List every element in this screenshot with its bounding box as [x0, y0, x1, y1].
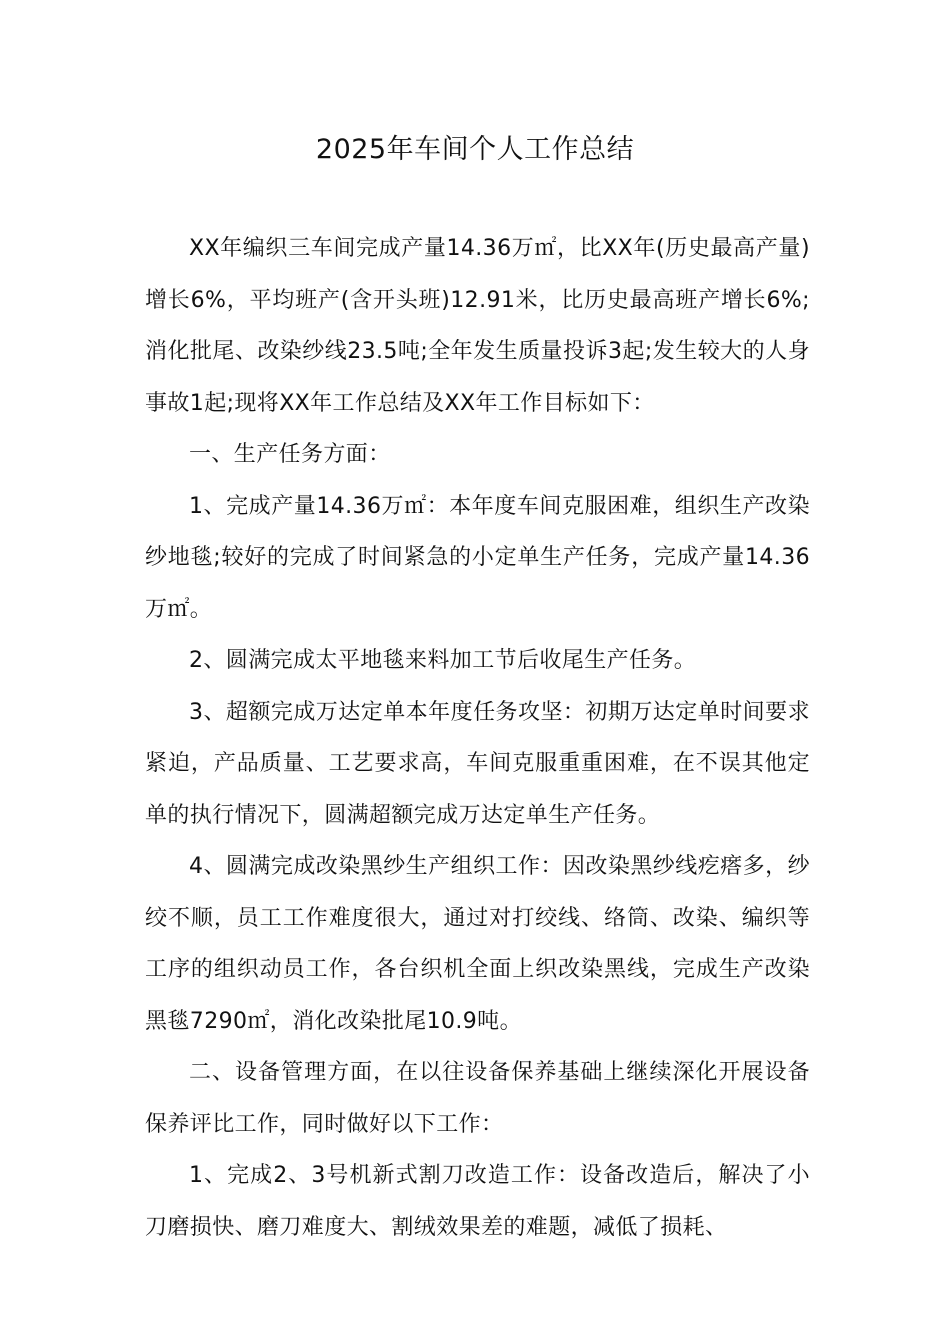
heading-equipment-management: 二、设备管理方面，在以往设备保养基础上继续深化开展设备保养评比工作，同时做好以下工作：	[145, 1060, 810, 1137]
paragraph-production-4: 4、圆满完成改染黑纱生产组织工作：因改染黑纱线疙瘩多，纱绞不顺，员工工作难度很大，通过对打绞线、络筒、改染、编织等工序的组织动员工作，各台织机全面上织改染黑线，完成生产改染黑毯7290㎡，消化改染批尾10.9吨。	[145, 854, 810, 1034]
paragraph-equipment-1: 1、完成2、3号机新式割刀改造工作：设备改造后，解决了小刀磨损快、磨刀难度大、割绒效果差的难题，减低了损耗、	[145, 1163, 810, 1240]
paragraph-production-1: 1、完成产量14.36万㎡：本年度车间克服困难，组织生产改染纱地毯;较好的完成了时间紧急的小定单生产任务，完成产量14.36万㎡。	[145, 493, 810, 622]
heading-production-tasks: 一、生产任务方面：	[189, 442, 391, 467]
paragraph-intro: XX年编织三车间完成产量14.36万㎡，比XX年(历史最高产量)增长6%，平均班产(含开头班)12.91米，比历史最高班产增长6%;消化批尾、改染纱线23.5吨;全年发生质量投诉3起;发生较大的人身事故1起;现将XX年工作总结及XX年工作目标如下：	[145, 236, 810, 416]
paragraph-production-3: 3、超额完成万达定单本年度任务攻坚：初期万达定单时间要求紧迫，产品质量、工艺要求高，车间克服重重困难，在不误其他定单的执行情况下，圆满超额完成万达定单生产任务。	[145, 699, 810, 828]
document-title: 2025年车间个人工作总结	[315, 134, 635, 165]
document-body	[145, 223, 810, 1253]
paragraph-production-2: 2、圆满完成太平地毯来料加工节后收尾生产任务。	[189, 648, 697, 673]
